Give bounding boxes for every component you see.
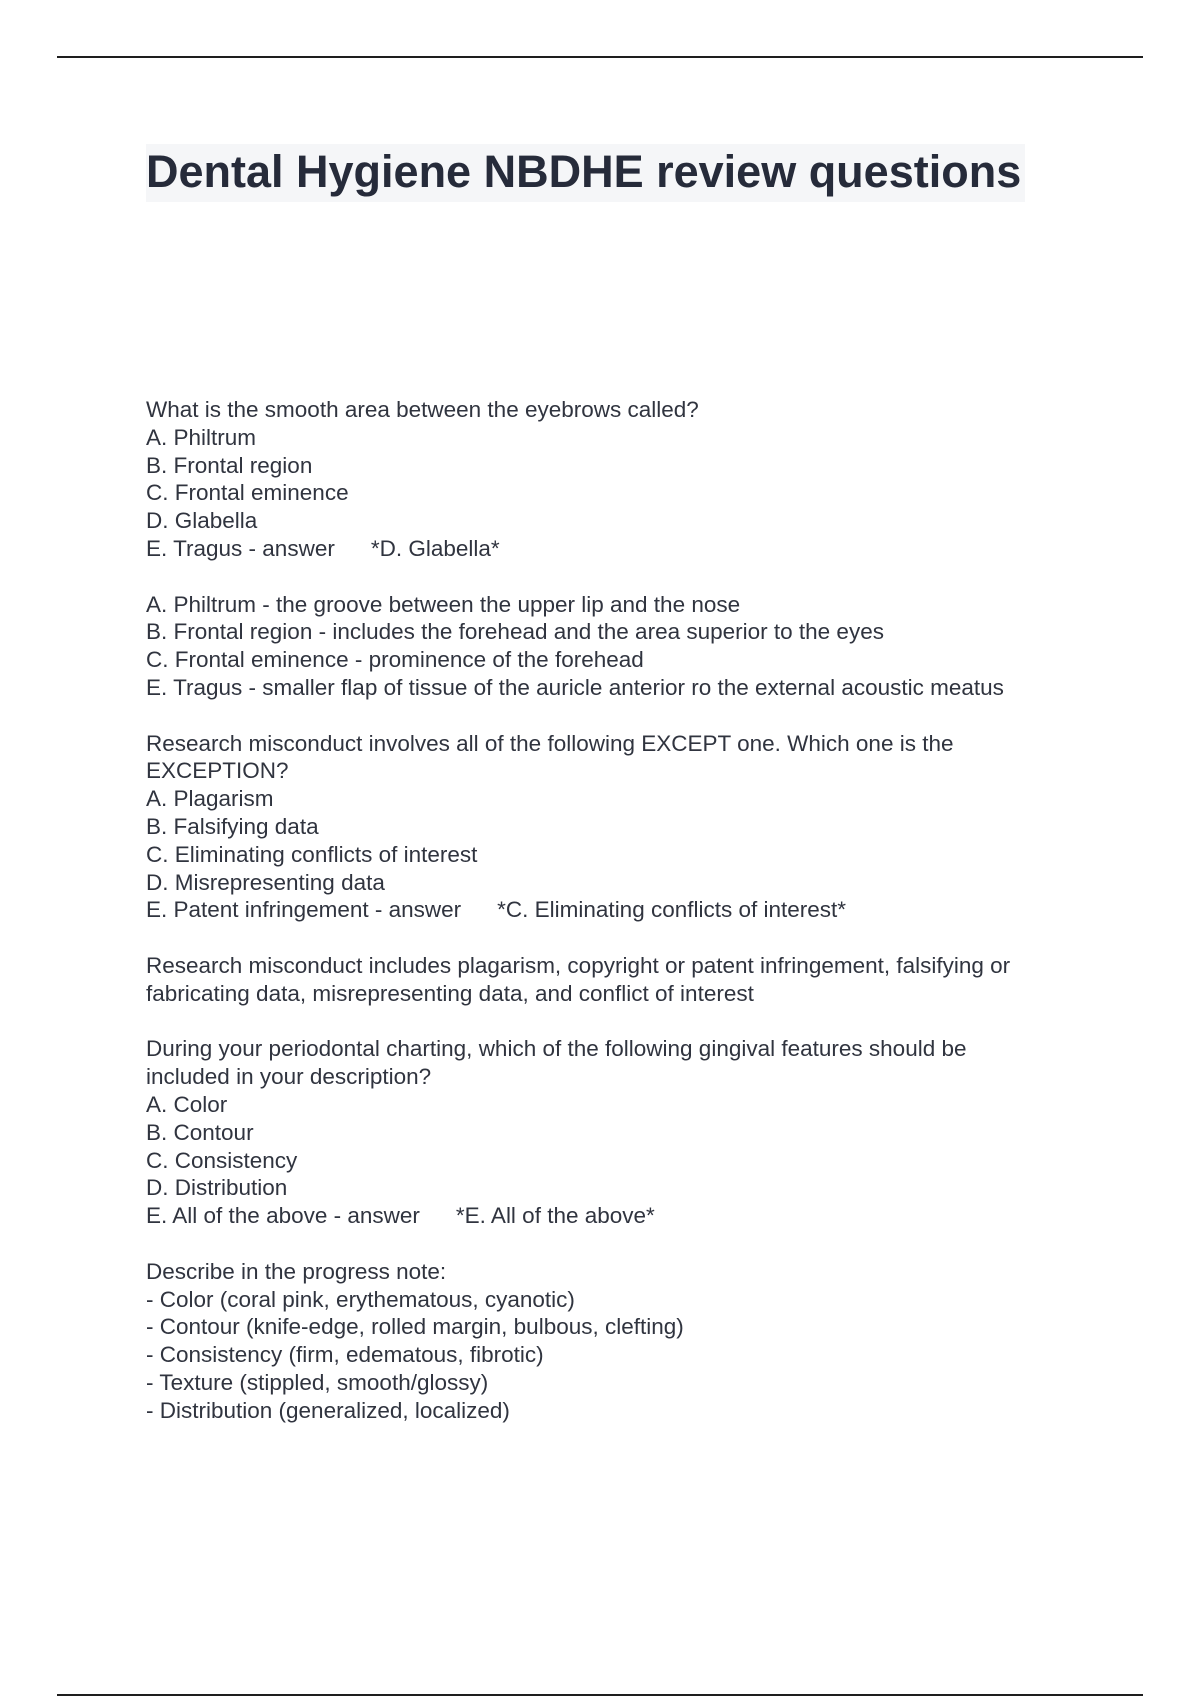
question-text: What is the smooth area between the eyebrows called?	[146, 397, 699, 422]
option-e-answer-prefix: E. Tragus - answer	[146, 535, 335, 561]
question-block-research-misconduct	[146, 730, 1086, 925]
document-body	[146, 396, 1086, 1452]
explanation-line: B. Frontal region - includes the forehead and the area superior to the eyes	[146, 619, 884, 645]
explanation-line: Research misconduct includes plagarism, copyright or patent infringement, falsifying or	[146, 952, 1011, 978]
option-c: C. Eliminating conflicts of interest	[146, 841, 478, 867]
explanation-block-glabella	[146, 591, 1086, 702]
question-text: During your periodontal charting, which of the following gingival features should be	[146, 1036, 967, 1062]
explanation-block-research-misconduct	[146, 952, 1086, 1008]
correct-answer: *D. Glabella*	[370, 535, 500, 561]
explanation-line: C. Frontal eminence - prominence of the forehead	[146, 647, 644, 673]
option-b: B. Falsifying data	[146, 813, 319, 839]
option-e-answer-prefix: E. All of the above - answer	[146, 1203, 420, 1229]
explanation-list-item: - Consistency (firm, edematous, fibrotic)	[146, 1342, 544, 1368]
option-d: D. Distribution	[146, 1175, 288, 1201]
correct-answer: *E. All of the above*	[455, 1203, 655, 1229]
option-e-answer-prefix: E. Patent infringement - answer	[146, 897, 462, 923]
option-c: C. Frontal eminence	[146, 480, 349, 506]
question-block-gingival-features	[146, 1035, 1086, 1230]
answer-line	[146, 1202, 1086, 1230]
explanation-line: fabricating data, misrepresenting data, and conflict of interest	[146, 980, 754, 1006]
footer-rule	[57, 1694, 1143, 1696]
correct-answer: *C. Eliminating conflicts of interest*	[497, 897, 847, 923]
question-text: Research misconduct involves all of the following EXCEPT one. Which one is the	[146, 730, 954, 756]
question-block-glabella	[146, 396, 1086, 563]
header-rule	[57, 56, 1143, 58]
answer-line	[146, 896, 1086, 924]
document-title: Dental Hygiene NBDHE review questions	[146, 144, 1025, 202]
option-b: B. Frontal region	[146, 452, 313, 478]
answer-line	[146, 535, 1086, 563]
option-d: D. Misrepresenting data	[146, 869, 385, 895]
explanation-block-progress-note	[146, 1258, 1086, 1425]
option-a: A. Color	[146, 1091, 228, 1117]
explanation-list-item: - Distribution (generalized, localized)	[146, 1397, 510, 1423]
option-d: D. Glabella	[146, 508, 258, 534]
option-a: A. Plagarism	[146, 786, 274, 812]
explanation-heading: Describe in the progress note:	[146, 1258, 447, 1284]
option-b: B. Contour	[146, 1119, 254, 1145]
option-a: A. Philtrum	[146, 424, 257, 450]
option-c: C. Consistency	[146, 1147, 298, 1173]
explanation-list-item: - Color (coral pink, erythematous, cyanotic)	[146, 1286, 575, 1312]
explanation-line: E. Tragus - smaller flap of tissue of the auricle anterior ro the external acoustic meatus	[146, 674, 1004, 700]
explanation-list-item: - Texture (stippled, smooth/glossy)	[146, 1369, 489, 1395]
explanation-list-item: - Contour (knife-edge, rolled margin, bulbous, clefting)	[146, 1314, 684, 1340]
question-text-continued: included in your description?	[146, 1064, 432, 1090]
explanation-line: A. Philtrum - the groove between the upper lip and the nose	[146, 591, 741, 617]
question-text-continued: EXCEPTION?	[146, 758, 289, 784]
